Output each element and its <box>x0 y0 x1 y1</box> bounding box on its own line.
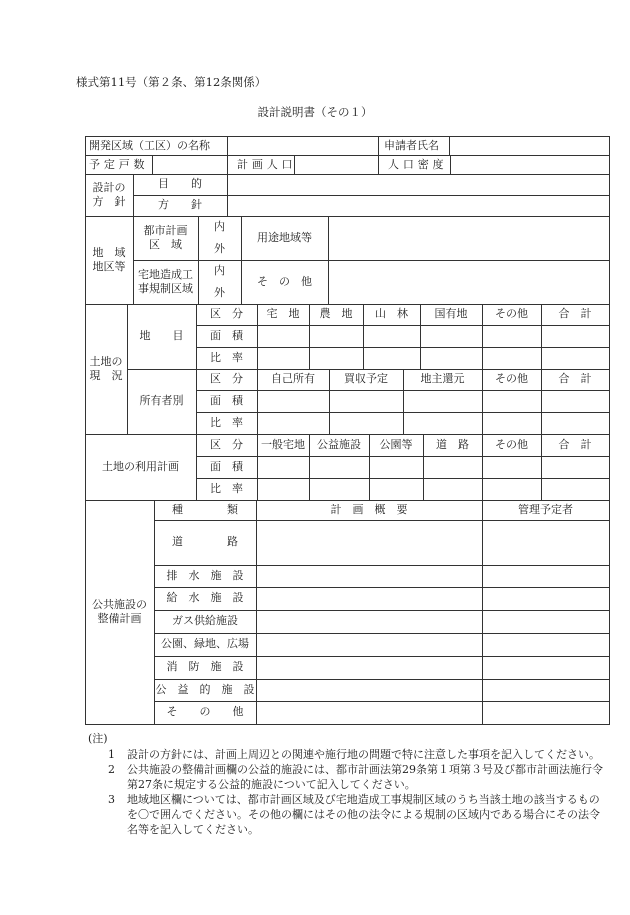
plan-summary-header: 計 画 概 要 <box>330 502 408 516</box>
note-item <box>90 762 610 792</box>
facility-type-header: 種 類 <box>172 502 238 516</box>
use-zone-label: 用途地域等 <box>257 230 312 244</box>
chimoku-label: 地 目 <box>139 329 184 343</box>
land-use-col-public: 公益施設 <box>317 437 361 451</box>
city-plan-area-line2: 区 域 <box>149 238 182 251</box>
land-use-col-other: その他 <box>495 437 528 451</box>
public-facilities-label <box>85 500 154 724</box>
land-use-area: 面 積 <box>210 459 243 473</box>
design-policy-label-line1: 設計の <box>92 180 126 194</box>
notes-section <box>90 731 610 837</box>
note-item <box>90 792 610 837</box>
purpose-label: 目 的 <box>158 177 202 191</box>
facility-other: そ の 他 <box>166 705 244 719</box>
land-status-line2: 現 況 <box>89 369 123 382</box>
facility-water-supply: 給 水 施 設 <box>166 591 244 605</box>
design-policy-label <box>85 174 133 216</box>
zone-label-line2: 地区等 <box>92 260 126 273</box>
area-name-label: 開発区域（工区）の名称 <box>89 139 210 152</box>
facility-road: 道 路 <box>172 535 238 549</box>
owner-col-purchase: 買収予定 <box>344 372 388 386</box>
note-text: 公共施設の整備計画欄の公益的施設には、都市計画法第29条第１項第３号及び都市計画法施行令第27条に規定する公益的施設について記入してください。 <box>127 763 603 791</box>
land-status-label <box>85 304 127 434</box>
population-density-label: 人口密度 <box>388 158 448 171</box>
public-facilities-line2: 整備計画 <box>97 612 142 625</box>
facility-public-benefit: 公 益 的 施 設 <box>155 682 255 696</box>
facility-gas-supply: ガス供給施設 <box>172 614 238 628</box>
document-title: 設計説明書（その１） <box>257 105 373 119</box>
chimoku-kubun: 区 分 <box>210 307 243 321</box>
land-use-col-total: 合 計 <box>558 437 592 451</box>
owner-col-return: 地主還元 <box>420 372 465 386</box>
note-item <box>90 747 610 762</box>
note-number: 2 <box>108 763 115 776</box>
chimoku-col-nouchi: 農 地 <box>319 307 353 321</box>
policy-label: 方 針 <box>158 198 202 212</box>
residential-area-line1: 宅地造成工 <box>138 267 193 281</box>
zone-label-line1: 地 域 <box>92 245 126 259</box>
land-use-kubun: 区 分 <box>210 437 243 451</box>
owner-col-self: 自己所有 <box>271 372 315 386</box>
chimoku-area: 面 積 <box>210 328 243 342</box>
facility-fire: 消 防 施 設 <box>166 660 244 674</box>
zone-label <box>85 216 133 304</box>
owner-col-total: 合 計 <box>558 372 592 386</box>
note-number: 3 <box>108 793 115 806</box>
note-number: 1 <box>108 748 115 761</box>
public-facilities-line1: 公共施設の <box>92 597 147 611</box>
owner-kubun: 区 分 <box>210 372 243 386</box>
note-text: 地域地区欄については、都市計画区域及び宅地造成工事規制区域のうち当該土地の該当するものを〇で囲んでください。その他の欄にはその他の法令による規制の区域内である場合にその法令名等を記入してください。 <box>127 793 600 836</box>
facility-park-green: 公園、緑地、広場 <box>161 637 249 651</box>
owner-ratio: 比 率 <box>210 415 243 429</box>
applicant-label: 申請者氏名 <box>384 139 439 152</box>
residential-inside: 内 <box>214 263 225 277</box>
chimoku-ratio: 比 率 <box>210 350 243 364</box>
city-plan-inside: 内 <box>214 219 225 233</box>
planned-units-label: 予定戸数 <box>89 158 149 171</box>
form-number: 様式第11号（第２条、第12条関係） <box>76 75 267 89</box>
city-plan-area-line1: 都市計画 <box>143 223 188 237</box>
owner-col-other: その他 <box>495 372 528 386</box>
residential-outside: 外 <box>214 285 225 299</box>
residential-area-line2: 事規制区域 <box>138 282 193 295</box>
planned-population-label: 計画人口 <box>237 158 297 171</box>
land-status-line1: 土地の <box>89 354 123 368</box>
chimoku-col-takuchi: 宅 地 <box>266 307 300 321</box>
land-use-label: 土地の利用計画 <box>102 459 179 473</box>
chimoku-col-kokuyuchi: 国有地 <box>434 307 468 321</box>
land-use-ratio: 比 率 <box>210 481 243 495</box>
other-zone-label: そ の 他 <box>257 274 312 288</box>
land-use-col-road: 道 路 <box>436 437 469 451</box>
manager-header: 管理予定者 <box>518 502 573 516</box>
land-use-col-residential: 一般宅地 <box>261 437 305 451</box>
land-use-col-park: 公園等 <box>379 437 413 451</box>
chimoku-col-other: その他 <box>495 307 528 321</box>
city-plan-outside: 外 <box>214 241 225 255</box>
chimoku-col-sanrin: 山 林 <box>375 307 408 321</box>
city-plan-area-label <box>133 216 198 260</box>
owner-label: 所有者別 <box>139 394 184 408</box>
chimoku-col-total: 合 計 <box>558 307 592 321</box>
design-policy-label-line2: 方 針 <box>92 195 126 208</box>
residential-area-label <box>133 260 198 304</box>
note-text: 設計の方針には、計画上周辺との関連や施行地の問題で特に注意した事項を記入してください。 <box>127 748 600 761</box>
owner-area: 面 積 <box>210 393 243 407</box>
notes-heading: (注) <box>88 732 108 745</box>
facility-drainage: 排 水 施 設 <box>166 568 244 582</box>
